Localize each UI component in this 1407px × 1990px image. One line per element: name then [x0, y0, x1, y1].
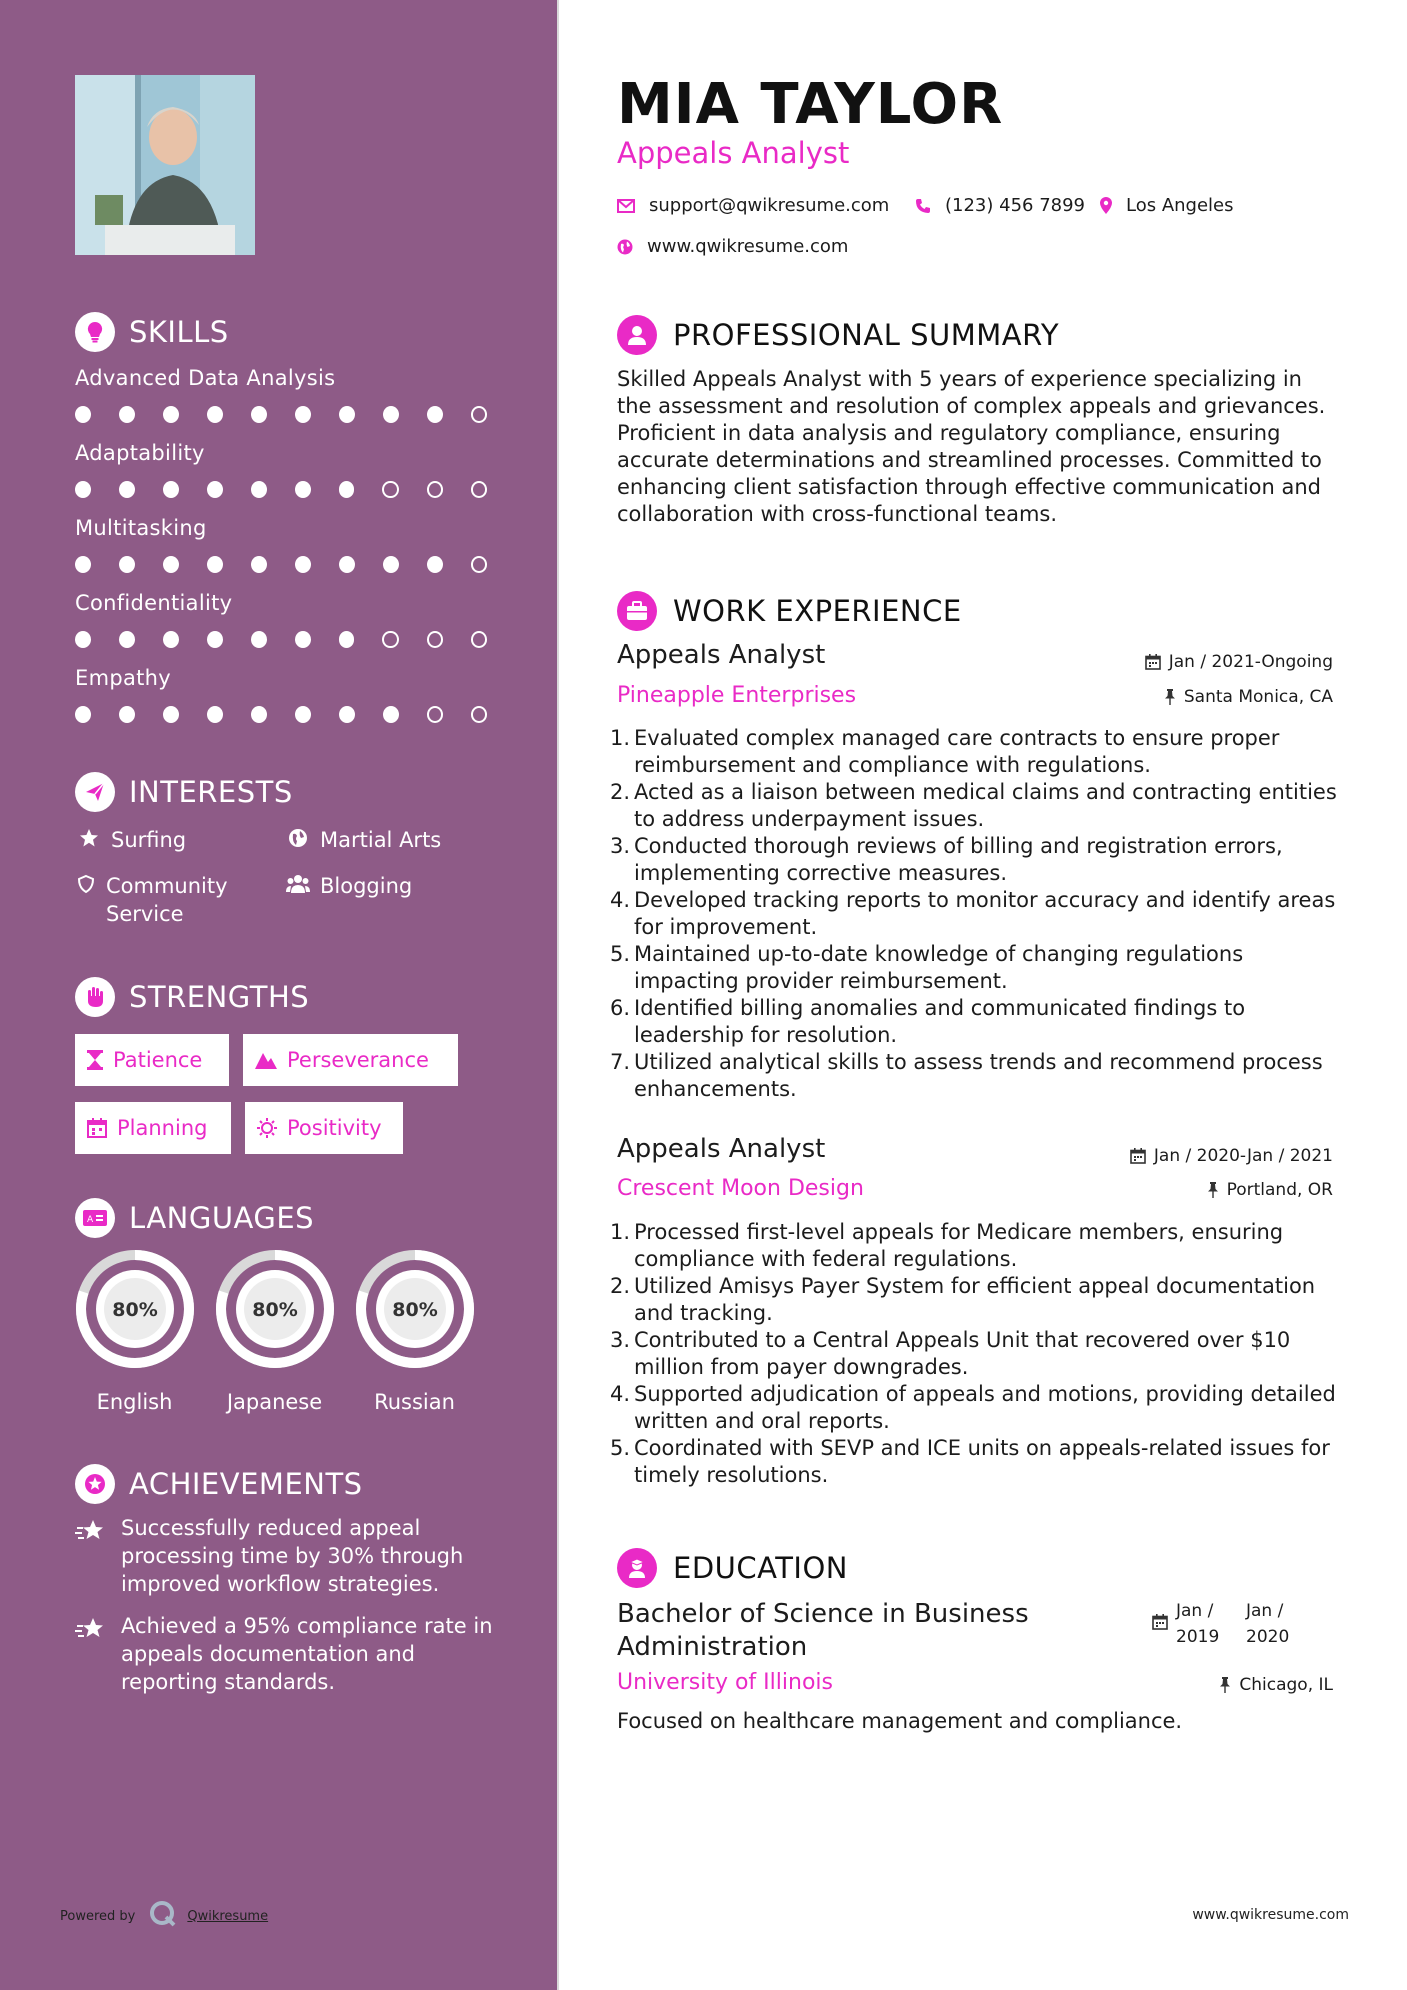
powered-by-label: Powered by	[60, 1908, 136, 1924]
pushpin-icon	[1207, 1182, 1219, 1198]
rating-dot-filled	[339, 556, 355, 573]
rating-dot-empty	[471, 556, 487, 573]
rating-dot-filled	[207, 481, 223, 498]
rating-dot-filled	[251, 406, 267, 423]
summary-heading: PROFESSIONAL SUMMARY	[617, 315, 1059, 355]
rating-dot-empty	[471, 406, 487, 423]
rating-dot-filled	[339, 706, 355, 723]
language-percent: 80%	[391, 1299, 438, 1321]
shield-icon	[75, 872, 98, 894]
school-name: University of Illinois	[617, 1670, 833, 1695]
education-location: Chicago, IL	[1219, 1675, 1333, 1695]
skill-name: Advanced Data Analysis	[75, 366, 336, 390]
interest-label: Community Service	[105, 874, 228, 926]
candidate-name: MIA TAYLOR	[617, 72, 1004, 137]
user-icon	[617, 315, 657, 355]
rating-dot-empty	[427, 481, 443, 498]
interest-item	[75, 826, 186, 854]
rating-dot-filled	[119, 556, 135, 573]
company-name: Pineapple Enterprises	[617, 683, 857, 708]
language-item	[72, 1248, 197, 1414]
education-heading: EDUCATION	[617, 1548, 848, 1588]
list-item: 4. Supported adjudication of appeals and motions, providing detailed written and oral reports.	[610, 1382, 1336, 1433]
rating-dot-filled	[207, 631, 223, 648]
job-location: Portland, OR	[1207, 1180, 1333, 1200]
rating-dot-filled	[295, 481, 311, 498]
rating-dot-filled	[163, 556, 179, 573]
language-progress-ring	[74, 1248, 196, 1370]
rating-dot-filled	[383, 706, 399, 723]
lightbulb-icon	[75, 312, 115, 352]
rating-dot-filled	[207, 706, 223, 723]
contact-phone[interactable]	[915, 195, 1085, 216]
rating-dot-filled	[339, 481, 355, 498]
rating-dot-filled	[163, 406, 179, 423]
briefcase-icon	[617, 591, 657, 631]
language-item	[352, 1248, 477, 1414]
education-start: Jan / 2019	[1176, 1601, 1220, 1647]
contact-location	[1100, 195, 1234, 216]
skill-rating	[75, 556, 515, 573]
skill-item	[75, 366, 515, 423]
rating-dot-filled	[75, 556, 91, 573]
skill-rating	[75, 481, 515, 498]
strength-badge	[75, 1102, 231, 1154]
strength-label: Planning	[117, 1116, 208, 1140]
calendar-icon	[1130, 1148, 1146, 1164]
rating-dot-filled	[427, 556, 443, 573]
globe-icon	[617, 239, 633, 255]
phone-icon	[915, 198, 931, 214]
education-dates	[1152, 1598, 1316, 1650]
rating-dot-empty	[382, 481, 398, 498]
language-percent: 80%	[251, 1299, 298, 1321]
language-icon	[75, 1198, 115, 1238]
rating-dot-filled	[251, 481, 267, 498]
interests-heading: INTERESTS	[75, 772, 293, 812]
language-name: English	[96, 1390, 173, 1414]
job-dates: Jan / 2021-Ongoing	[1145, 652, 1333, 672]
rating-dot-filled	[295, 631, 311, 648]
candidate-role: Appeals Analyst	[617, 136, 850, 170]
skill-item	[75, 516, 515, 573]
skill-name: Adaptability	[75, 441, 205, 465]
rating-dot-empty	[471, 631, 487, 648]
rating-dot-filled	[295, 406, 311, 423]
rating-dot-filled	[163, 481, 179, 498]
interest-item	[284, 872, 412, 900]
rating-dot-filled	[251, 556, 267, 573]
calendar-icon	[1152, 1598, 1168, 1638]
job-dates: Jan / 2020-Jan / 2021	[1130, 1146, 1333, 1166]
star-badge-icon	[75, 1464, 115, 1504]
strength-badge	[243, 1034, 458, 1086]
skill-rating	[75, 406, 515, 423]
rating-dot-filled	[75, 706, 91, 723]
list-item: 4. Developed tracking reports to monitor accuracy and identify areas for improvement.	[610, 888, 1336, 939]
pushpin-icon	[1219, 1677, 1231, 1693]
column-divider	[557, 0, 559, 1990]
rating-dot-filled	[75, 631, 91, 648]
skills-heading: SKILLS	[75, 312, 229, 352]
calendar-icon	[1145, 654, 1161, 670]
rating-dot-filled	[207, 556, 223, 573]
strength-label: Positivity	[287, 1116, 382, 1140]
rating-dot-filled	[119, 406, 135, 423]
rating-dot-empty	[427, 631, 443, 648]
users-icon	[284, 872, 312, 894]
education-end: Jan / 2020	[1246, 1601, 1290, 1647]
rating-dot-empty	[471, 706, 487, 723]
language-progress-ring	[214, 1248, 336, 1370]
stars-icon	[75, 1514, 107, 1546]
list-item: 7. Utilized analytical skills to assess trends and recommend process enhancements.	[610, 1050, 1323, 1101]
language-name: Russian	[374, 1390, 455, 1414]
rating-dot-filled	[119, 706, 135, 723]
interest-label: Martial Arts	[320, 828, 442, 852]
skill-item	[75, 666, 515, 723]
rating-dot-empty	[382, 631, 398, 648]
skill-item	[75, 591, 515, 648]
strength-label: Patience	[113, 1048, 203, 1072]
star-icon	[75, 826, 103, 848]
list-item: 5. Coordinated with SEVP and ICE units on appeals-related issues for timely resolutions.	[610, 1436, 1330, 1487]
achievement-text: Successfully reduced appeal processing time by 30% through improved workflow strategies.	[121, 1516, 464, 1596]
list-item: 2. Acted as a liaison between medical claims and contracting entities to address underpayment issues.	[610, 780, 1337, 831]
rating-dot-empty	[471, 481, 487, 498]
strengths-heading: STRENGTHS	[75, 977, 309, 1017]
skill-rating	[75, 631, 515, 648]
rating-dot-filled	[75, 481, 91, 498]
list-item: 1. Evaluated complex managed care contracts to ensure proper reimbursement and compliance with regulations.	[610, 726, 1280, 777]
skill-name: Multitasking	[75, 516, 207, 540]
rating-dot-filled	[163, 631, 179, 648]
rating-dot-filled	[383, 406, 399, 423]
map-pin-icon	[1100, 197, 1112, 214]
rating-dot-filled	[119, 631, 135, 648]
degree-title: Bachelor of Science in Business Administration	[617, 1599, 1029, 1662]
experience-heading: WORK EXPERIENCE	[617, 591, 962, 631]
rating-dot-filled	[163, 706, 179, 723]
job-bullets	[610, 1219, 1340, 1489]
phone-text: (123) 456 7899	[945, 195, 1086, 216]
job-title: Appeals Analyst	[617, 640, 826, 670]
strength-badge	[245, 1102, 403, 1154]
language-item	[212, 1248, 337, 1414]
footer-url[interactable]: www.qwikresume.com	[1192, 1907, 1349, 1923]
globe-icon	[284, 826, 312, 848]
website-text: www.qwikresume.com	[647, 236, 849, 257]
interest-label: Surfing	[111, 828, 187, 852]
location-text: Los Angeles	[1126, 195, 1234, 216]
job-bullets	[610, 725, 1340, 1103]
pushpin-icon	[1164, 689, 1176, 705]
paper-plane-icon	[75, 772, 115, 812]
rating-dot-filled	[383, 556, 399, 573]
achievement-text: Achieved a 95% compliance rate in appeals documentation and reporting standards.	[121, 1614, 493, 1694]
languages-heading: A LANGUAGES	[75, 1198, 314, 1238]
company-name: Crescent Moon Design	[617, 1176, 864, 1201]
language-progress-ring	[354, 1248, 476, 1370]
envelope-icon	[617, 199, 635, 213]
list-item: 3. Contributed to a Central Appeals Unit that recovered over $10 million from payer downgrades.	[610, 1328, 1291, 1379]
language-percent: 80%	[111, 1299, 158, 1321]
stars-icon	[75, 1612, 107, 1644]
email-text: support@qwikresume.com	[649, 195, 890, 216]
svg-text:A: A	[87, 1215, 94, 1225]
hand-icon	[75, 977, 115, 1017]
rating-dot-filled	[427, 406, 443, 423]
interest-item	[284, 826, 441, 854]
job-location: Santa Monica, CA	[1164, 687, 1333, 707]
interest-label: Blogging	[320, 874, 413, 898]
achievement-item	[75, 1612, 505, 1696]
skill-item	[75, 441, 515, 498]
language-name: Japanese	[226, 1390, 323, 1414]
achievement-item	[75, 1514, 505, 1598]
contact-email[interactable]	[617, 195, 889, 216]
rating-dot-filled	[295, 706, 311, 723]
education-description: Focused on healthcare management and compliance.	[617, 1709, 1183, 1733]
rating-dot-empty	[427, 706, 443, 723]
rating-dot-filled	[295, 556, 311, 573]
interest-item	[75, 872, 275, 928]
sidebar	[0, 0, 557, 1990]
rating-dot-filled	[75, 406, 91, 423]
list-item: 5. Maintained up-to-date knowledge of changing regulations impacting provider reimbursement.	[610, 942, 1244, 993]
skill-name: Empathy	[75, 666, 171, 690]
rating-dot-filled	[119, 481, 135, 498]
job-title: Appeals Analyst	[617, 1134, 826, 1164]
rating-dot-filled	[207, 406, 223, 423]
list-item: 6. Identified billing anomalies and communicated findings to leadership for resolution.	[610, 996, 1246, 1047]
qwikresume-link[interactable]: Qwikresume	[187, 1908, 269, 1924]
hourglass-icon	[87, 1050, 103, 1070]
sun-icon	[257, 1118, 277, 1138]
skill-name: Confidentiality	[75, 591, 233, 615]
summary-text: Skilled Appeals Analyst with 5 years of experience specializing in the assessment and resolution of complex appeals and grievances. Proficient in data analysis and regulatory compliance, ensuring accurate determinations and streamlined processes. Committed to enhancing client satisfaction through effective communication and collaboration with cross-functional teams.	[617, 367, 1326, 526]
list-item: 2. Utilized Amisys Payer System for efficient appeal documentation and tracking.	[610, 1274, 1316, 1325]
powered-by	[60, 1900, 268, 1932]
rating-dot-filled	[339, 631, 355, 648]
qwikresume-logo-icon	[149, 1900, 177, 1932]
contact-website[interactable]	[617, 236, 848, 257]
strength-badge	[75, 1034, 229, 1086]
list-item: 3. Conducted thorough reviews of billing and registration errors, implementing corrective measures.	[610, 834, 1283, 885]
calendar-icon	[87, 1118, 107, 1138]
graduation-icon	[617, 1548, 657, 1588]
list-item: 1. Processed first-level appeals for Medicare members, ensuring compliance with federal regulations.	[610, 1220, 1284, 1271]
strength-label: Perseverance	[287, 1048, 429, 1072]
mountain-icon	[255, 1051, 277, 1069]
achievements-heading: ACHIEVEMENTS	[75, 1464, 363, 1504]
rating-dot-filled	[251, 631, 267, 648]
skill-rating	[75, 706, 515, 723]
rating-dot-filled	[339, 406, 355, 423]
rating-dot-filled	[251, 706, 267, 723]
profile-photo	[75, 75, 255, 255]
